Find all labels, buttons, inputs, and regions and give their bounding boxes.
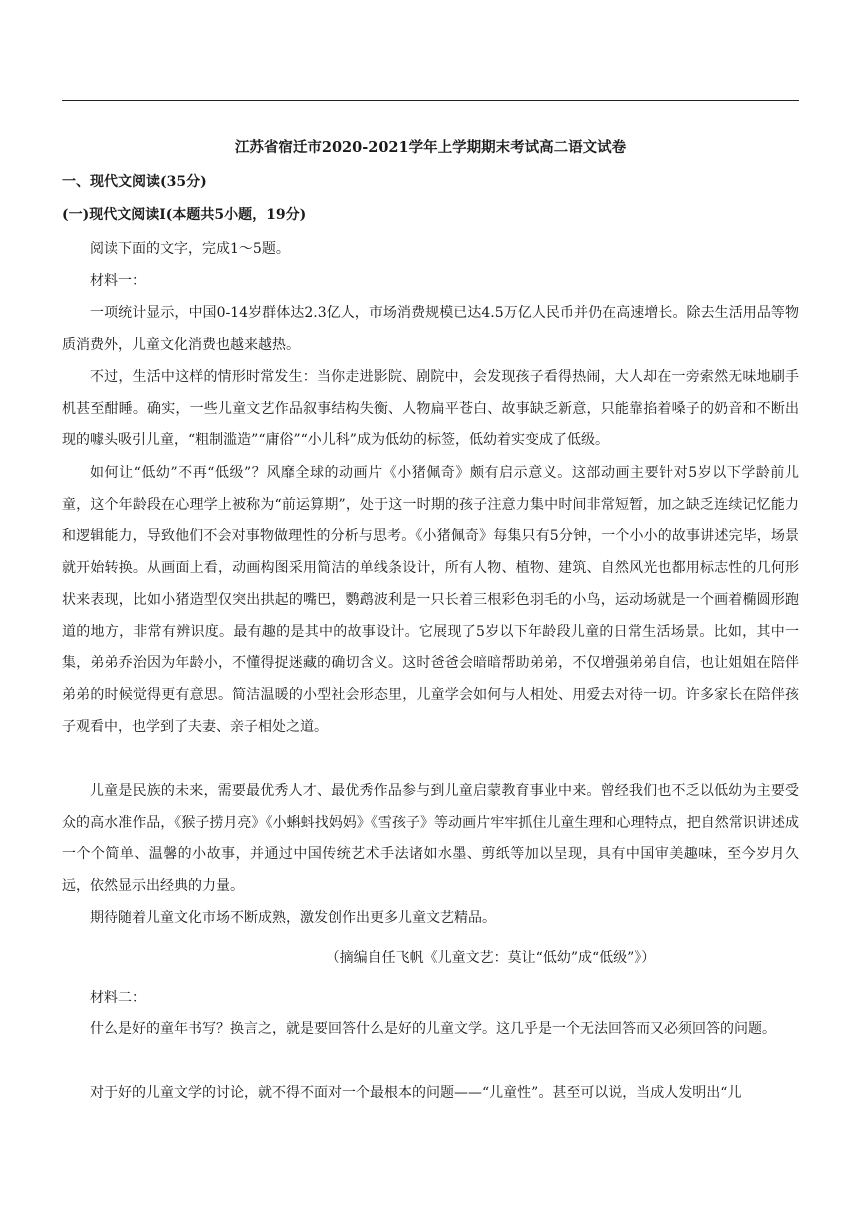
header-rule [62,100,799,101]
material2-label: 材料二： [90,990,146,1006]
paragraph-6: 什么是好的童年书写？换言之，就是要回答什么是好的儿童文学。这几乎是一个无法回答而又必须回答的问题。 [90,1021,776,1037]
paragraph-7: 对于好的儿童文学的讨论，就不得不面对一个最根本的问题——“儿童性”。甚至可以说，当成人发明出“儿 [90,1085,742,1101]
section-heading: 一、现代文阅读(35分) [62,174,207,190]
paragraph-1: 一项统计显示，中国0-14岁群体达2.3亿人，市场消费规模已达4.5万亿人民币并仍在高速增长。除去生活用品等物质消费外，儿童文化消费也越来越热。 [62,305,799,353]
source-citation: （摘编自任飞帆《儿童文艺：莫让“低幼”成“低级”》） [325,950,656,966]
paragraph-3: 如何让“低幼”不再“低级”？风靡全球的动画片《小猪佩奇》颇有启示意义。这部动画主要针对5岁以下学龄前儿童，这个年龄段在心理学上被称为“前运算期”，处于这一时期的孩子注意力集中时间非常短暂，加之缺乏连续记忆能力和逻辑能力，导致他们不会对事物做理性的分析与思考。《小猪佩奇》每集只有5分钟，一个小小的故事讲述完毕，场景就开始转换。从画面上看，动画构图采用简洁的单线条设计，所有人物、植物、建筑、自然风光也都用标志性的几何形状来表现，比如小猪造型仅突出拱起的嘴巴，鹦鹉波利是一只长着三根彩色羽毛的小鸟，运动场就是一个画着椭圆形跑道的地方，非常有辨识度。最有趣的是其中的故事设计。它展现了5岁以下年龄段儿童的日常生活场景。比如，其中一集，弟弟乔治因为年龄小，不懂得捉迷藏的确切含义。这时爸爸会暗暗帮助弟弟，不仅增强弟弟自信，也让姐姐在陪伴弟弟的时候觉得更有意思。简洁温暖的小型社会形态里，儿童学会如何与人相处、用爱去对待一切。许多家长在陪伴孩子观看中，也学到了夫妻、亲子相处之道。 [62,465,799,735]
paragraph-5: 期待随着儿童文化市场不断成熟，激发创作出更多儿童文艺精品。 [90,910,496,926]
instruction-text: 阅读下面的文字，完成1～5题。 [90,241,290,257]
subsection-heading: (一)现代文阅读Ⅰ(本题共5小题，19分) [62,207,307,223]
document-title: 江苏省宿迁市2020-2021学年上学期期末考试高二语文试卷 [234,139,627,156]
paragraph-2: 不过，生活中这样的情形时常发生：当你走进影院、剧院中，会发现孩子看得热闹，大人却在一旁索然无味地刷手机甚至酣睡。确实，一些儿童文艺作品叙事结构失衡、人物扁平苍白、故事缺乏新意，只能靠掐着嗓子的奶音和不断出现的噱头吸引儿童，“粗制滥造”“庸俗”“小儿科”成为低幼的标签，低幼着实变成了低级。 [62,369,799,449]
material1-label: 材料一： [90,273,146,289]
paragraph-4: 儿童是民族的未来，需要最优秀人才、最优秀作品参与到儿童启蒙教育事业中来。曾经我们也不乏以低幼为主要受众的高水准作品，《猴子捞月亮》《小蝌蚪找妈妈》《雪孩子》等动画片牢牢抓住儿童生理和心理特点，把自然常识讲述成一个个简单、温馨的小故事，并通过中国传统艺术手法诸如水墨、剪纸等加以呈现，具有中国审美趣味，至今岁月久远，依然显示出经典的力量。 [62,783,799,895]
